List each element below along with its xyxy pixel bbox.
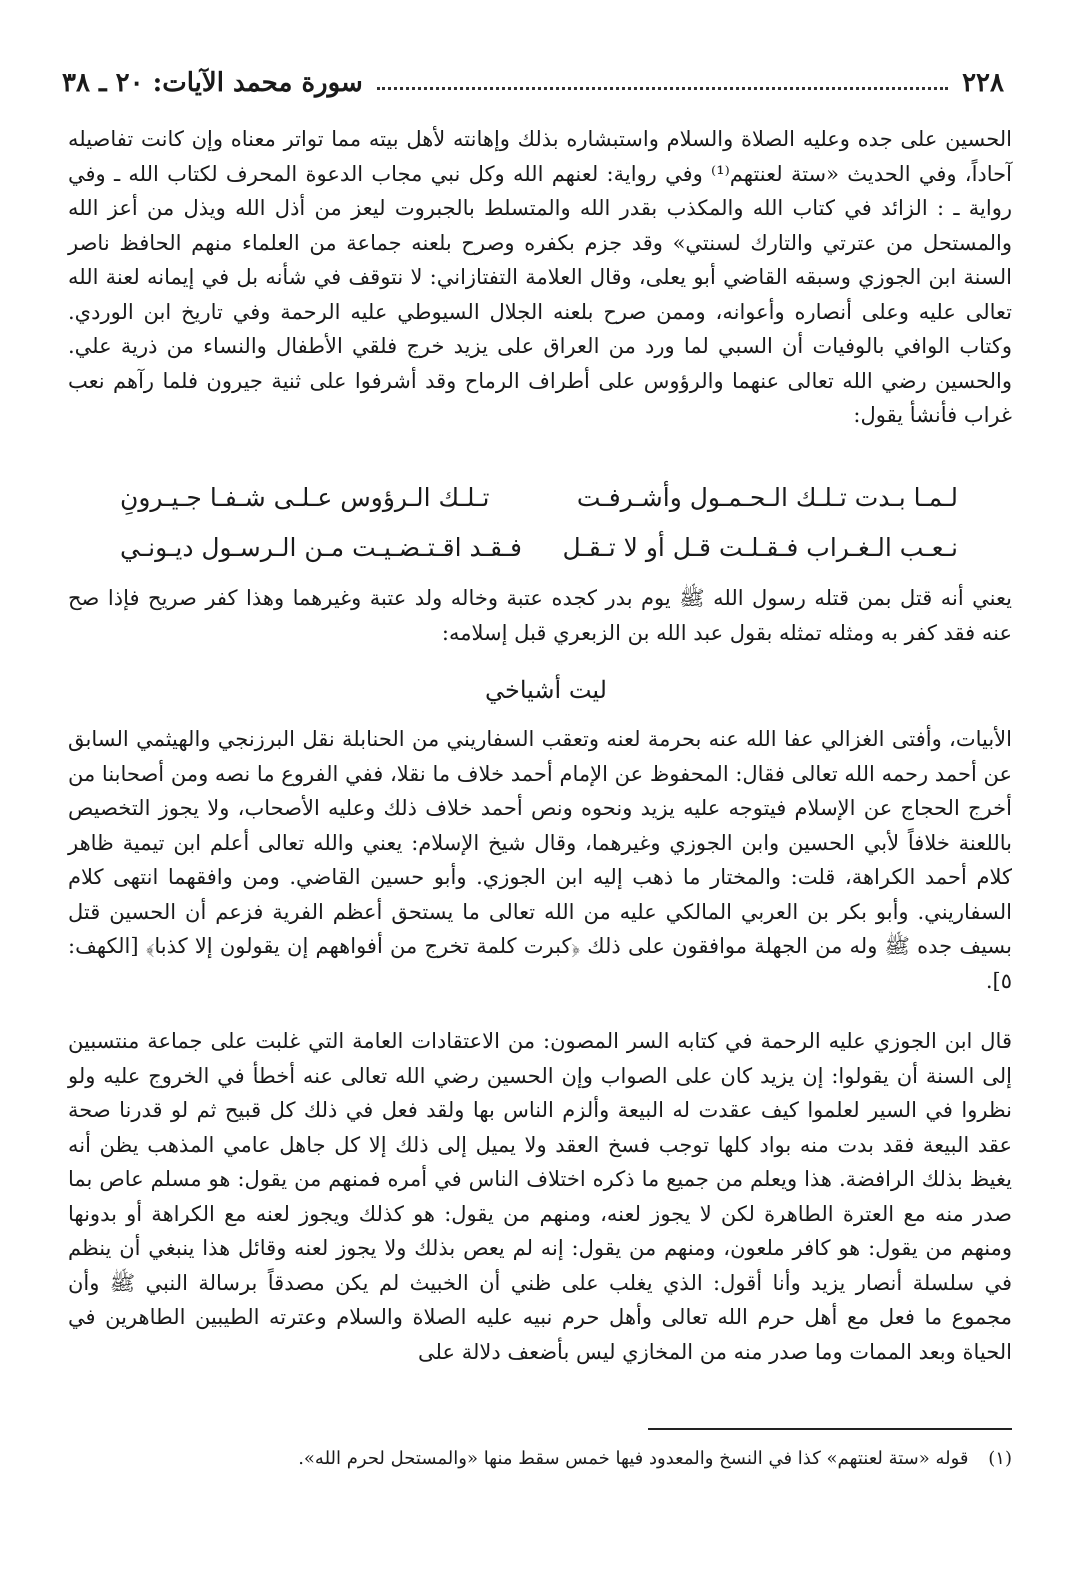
page-number: ٢٢٨ [962,68,1004,98]
verse-2-second-hemistich: فـقـد اقـتـضـيـت مـن الـرسـول ديـونـي [120,532,522,562]
footnote-text: قوله «ستة لعنتهم» كذا في النسخ والمعدود فيها خمس سقط منها «والمستحل لحرم الله». [298,1448,969,1469]
poem-verse-2 [120,522,958,572]
paragraph-2: يعني أنه قتل بمن قتله رسول الله ﷺ يوم بدر كجده عتبة وخاله ولد عتبة وغيرهما وهذا كفر صريح فإذا صح عنه فقد كفر به ومثله تمثله بقول عبد الله بن الزبعري قبل إسلامه: [68,586,1012,645]
header-leader-dots [377,87,948,90]
poem-verses [120,472,958,572]
paragraph-3: الأبيات، وأفتى الغزالي عفا الله عنه بحرمة لعنه وتعقب السفاريني من الحنابلة نقل البرزنجي والهيثمي السابق عن أحمد رحمه الله تعالى فقال: المحفوظ عن الإمام أحمد خلاف ما نقلا، ففي الفروع ما نصه ومن أصحابنا من أخرج الحجاج عن الإسلام فيتوجه عليه يزيد ونحوه ونص أحمد خلاف ذلك وعليه الأصحاب، ولا يجوز التخصيص باللعنة خلافاً لأبي الحسين وابن الجوزي وغيرهما، وقال شيخ الإسلام: يعني والله تعالى أعلم ابن تيمية ظاهر كلام أحمد الكراهة، قلت: والمختار ما ذهب إليه ابن الجوزي. وأبو حسين القاضي. ومن وافقهما انتهى كلام السفاريني. وأبو بكر بن العربي المالكي عليه من الله تعالى ما يستحق أعظم الفرية فزعم أن الحسين قتل بسيف جده ﷺ وله من الجهلة موافقون على ذلك ﴿كبرت كلمة تخرج من أفواههم إن يقولون إلا كذبا﴾ [الكهف: ٥]. [68,727,1012,993]
page-header [62,66,1004,100]
verse-1-second-hemistich: تـلـك الـرؤوس عـلـى شـفـا جـيـرونِ [120,482,490,512]
paragraph-4: قال ابن الجوزي عليه الرحمة في كتابه السر المصون: من الاعتقادات العامة التي غلبت على جماعة منتسبين إلى السنة أن يقولوا: إن يزيد كان على الصواب وإن الحسين رضي الله تعالى عنه أخطأ في الخروج عليه ولو نظروا في السير لعلموا كيف عقدت له البيعة وألزم الناس بها ولقد فعل في ذلك كل قبيح ثم لو قدرنا صحة عقد البيعة فقد بدت منه بواد كلها توجب فسخ العقد ولا يميل إلى ذلك إلا كل جاهل عامي المذهب يظن أنه يغيظ بذلك الرافضة. هذا ويعلم من جميع ما ذكره اختلاف الناس في أمره فمنهم من يقول: هو مسلم عاص بما صدر منه مع العترة الطاهرة لكن لا يجوز لعنه، ومنهم من يقول: هو كذلك ويجوز لعنه مع الكراهة أو بدونها ومنهم من يقول: هو كافر ملعون، ومنهم من يقول: إنه لم يعص بذلك ولا يجوز لعنه وقائل هذا ينبغي أن ينظم في سلسلة أنصار يزيد وأنا أقول: الذي يغلب على ظني أن الخبيث لم يكن مصدقاً برسالة النبي ﷺ وأن مجموع ما فعل مع أهل حرم الله تعالى وأهل حرم نبيه عليه الصلاة والسلام وعترته الطيبين الطاهرين في الحياة وبعد الممات وما صدر منه من المخازي ليس بأضعف دلالة على [68,1029,1012,1364]
verse-2-first-hemistich: نـعـب الـغـراب فـقـلـت قـل أو لا تـقـل [562,532,958,562]
poem-title: ليت أشياخي [485,676,607,704]
body-text [68,122,1012,460]
paragraph-1: الحسين على جده وعليه الصلاة والسلام واستبشاره بذلك وإهانته لأهل بيته مما تواتر معناه وإن كانت تفاصيله آحاداً، وفي الحديث «ستة لعنتهم⁽¹⁾ وفي رواية: لعنهم الله وكل نبي مجاب الدعوة المحرف لكتاب الله ـ وفي رواية ـ : الزائد في كتاب الله والمكذب بقدر الله والمتسلط بالجبروت ليعز من أذل الله ويذل من أعز الله والمستحل من عترتي والتارك لسنتي» وقد جزم بكفره وصرح بلعنه جماعة من العلماء منهم الحافظ ناصر السنة ابن الجوزي وسبقه القاضي أبو يعلى، وقال العلامة التفتازاني: لا نتوقف في شأنه بل في إيمانه لعنة الله تعالى عليه وعلى أنصاره وأعوانه، وممن صرح بلعنه الجلال السيوطي عليه الرحمة وفي تاريخ ابن الوردي. وكتاب الوافي بالوفيات أن السبي لما ورد من العراق على يزيد خرج فلقي الأطفال والنساء من ذرية علي. والحسين رضي الله تعالى عنهما والرؤوس على أطراف الرماح وقد أشرفوا على ثنية جيرون فلما رآهم نعب غراب فأنشأ يقول: [68,127,1012,427]
running-title: سورة محمد الآيات: ٢٠ ـ ٣٨ [62,68,363,98]
footnote [68,1446,1012,1472]
footnote-separator [648,1428,1012,1430]
verse-1-first-hemistich: لـمـا بـدت تـلـك الـحـمـول وأشـرفـت [576,482,958,512]
footnote-number: (١) [988,1448,1012,1469]
poem-verse-1 [120,472,958,522]
